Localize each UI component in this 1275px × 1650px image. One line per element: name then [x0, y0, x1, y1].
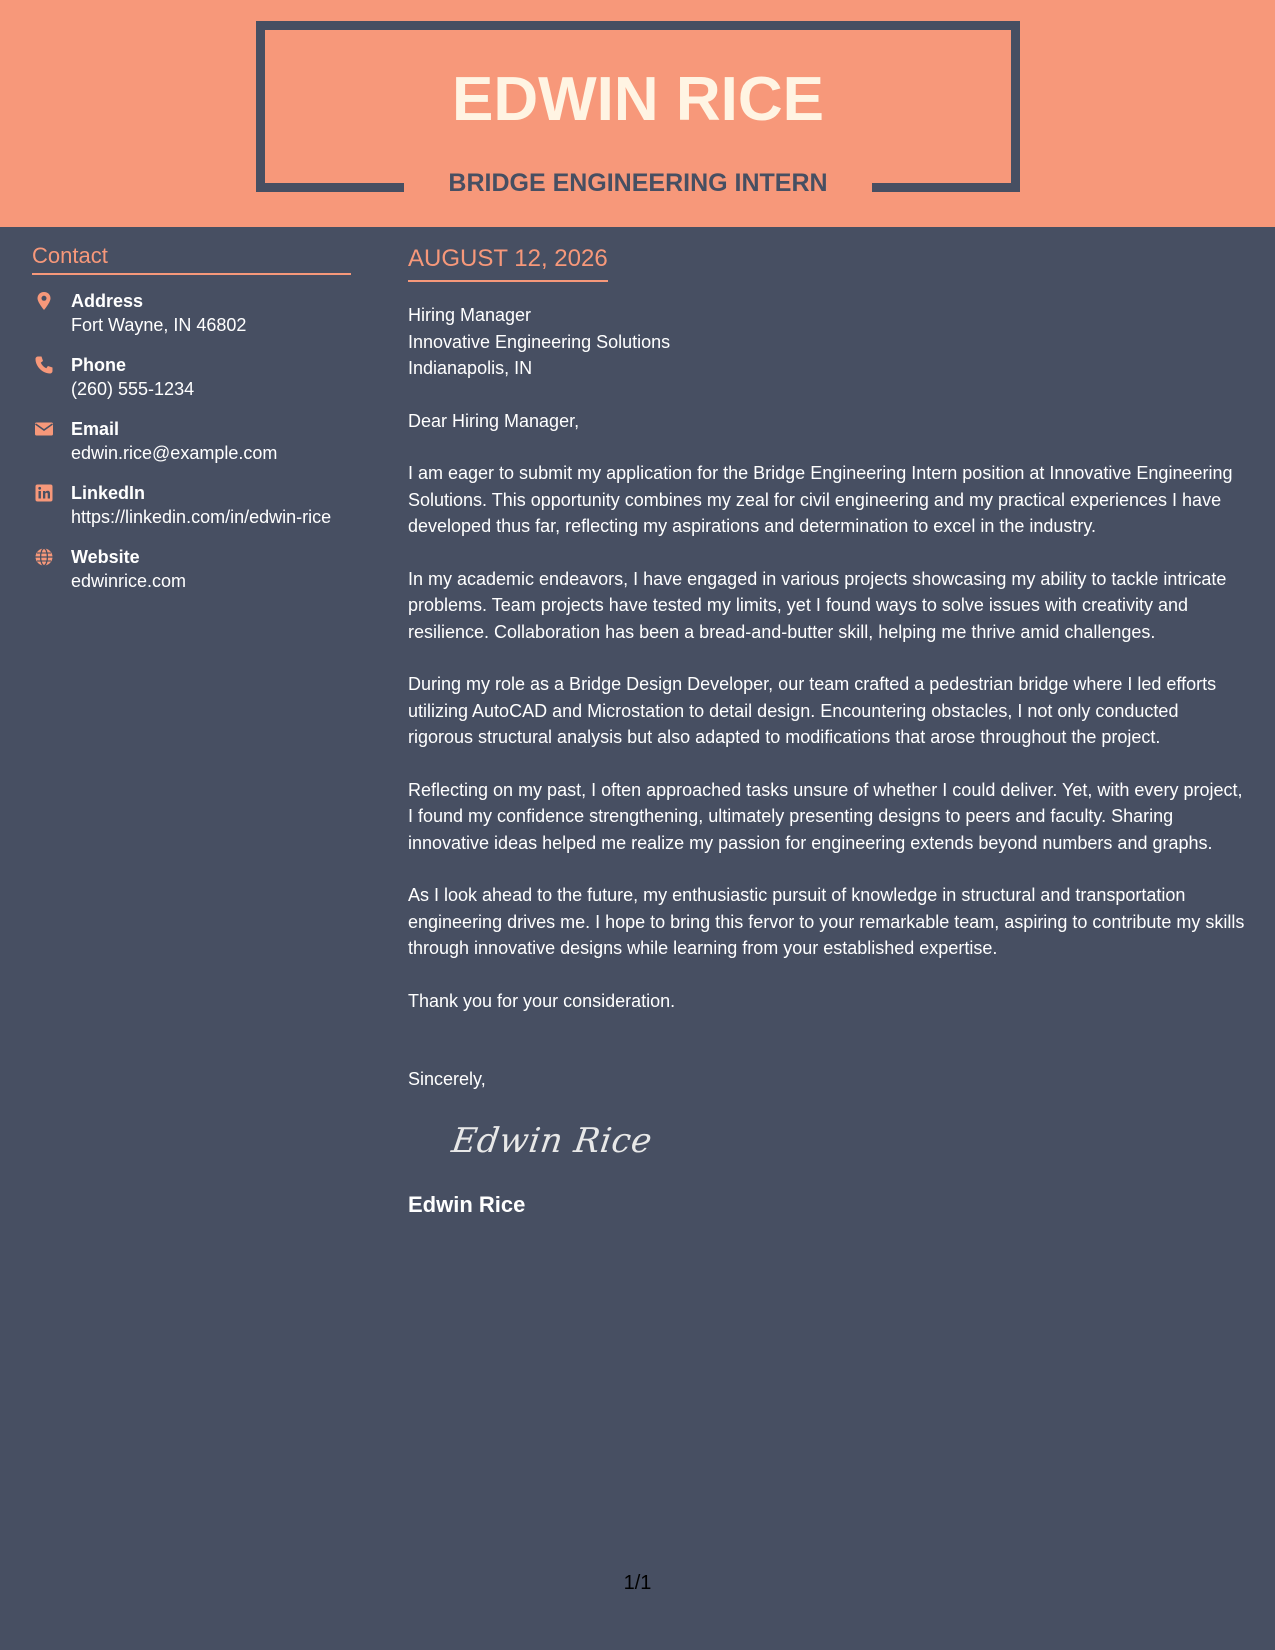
address-label: Address	[71, 291, 144, 311]
letter-body	[408, 244, 1248, 1219]
header-frame-bottom-right	[872, 183, 1020, 192]
recipient-line: Indianapolis, IN	[408, 358, 533, 378]
email-value: edwin.rice@example.com	[71, 443, 278, 463]
phone-value: (260) 555-1234	[71, 379, 195, 399]
recipient-block	[408, 302, 1248, 382]
header-band	[0, 0, 1275, 227]
header-frame-bottom-left	[256, 183, 404, 192]
linkedin-label: LinkedIn	[71, 483, 146, 503]
contact-item-website	[32, 545, 351, 593]
closing: Sincerely,	[408, 1069, 486, 1089]
linkedin-icon	[34, 483, 54, 503]
contact-sidebar	[32, 243, 351, 609]
applicant-name: EDWIN RICE	[452, 65, 824, 134]
paragraph: Thank you for your consideration.	[408, 990, 676, 1011]
paragraph: I am eager to submit my application for the Bridge Engineering Intern position at Innovative Engineering Solutions. This opportunity combines my zeal for civil engineering and my practical experiences I have developed thus far, reflecting my aspirations and determination to excel in the industry.	[408, 463, 1233, 536]
website-label: Website	[71, 547, 140, 567]
address-value: Fort Wayne, IN 46802	[71, 315, 247, 335]
paragraph: As I look ahead to the future, my enthusiastic pursuit of knowledge in structural and transportation engineering drives me. I hope to bring this fervor to your remarkable team, aspiring to contribute my skills through innovative designs while learning from your established expertise.	[408, 885, 1245, 958]
signer-name: Edwin Rice	[408, 1191, 526, 1217]
letter-date: AUGUST 12, 2026	[408, 244, 608, 282]
contact-heading: Contact	[32, 243, 351, 275]
paragraph: During my role as a Bridge Design Developer, our team crafted a pedestrian bridge where I led efforts utilizing AutoCAD and Microstation to detail design. Encountering obstacles, I not only conducted rigorous structural analysis but also adapted to modifications that arose throughout the project.	[408, 674, 1217, 747]
page-indicator: 1/1	[623, 1572, 652, 1594]
phone-icon	[34, 355, 54, 375]
website-value: edwinrice.com	[71, 571, 187, 591]
envelope-icon	[34, 419, 54, 439]
contact-item-email	[32, 417, 351, 465]
contact-item-phone	[32, 353, 351, 401]
recipient-line: Hiring Manager	[408, 305, 532, 325]
contact-item-linkedin	[32, 481, 351, 529]
map-pin-icon	[34, 291, 54, 311]
paragraph: In my academic endeavors, I have engaged in various projects showcasing my ability to tackle intricate problems. Team projects have tested my limits, yet I found ways to solve issues with creativity and resilience. Collaboration has been a bread-and-butter skill, helping me thrive amid challenges.	[408, 568, 1227, 642]
phone-label: Phone	[71, 355, 127, 375]
paragraph: Reflecting on my past, I often approached tasks unsure of whether I could deliver. Yet, with every project, I found my confidence strengthening, ultimately presenting designs to peers and faculty. Sharing innovative ideas helped me realize my passion for engineering extends beyond numbers and graphs.	[408, 779, 1243, 853]
contact-item-address	[32, 289, 351, 337]
email-label: Email	[71, 419, 120, 439]
globe-icon	[34, 547, 54, 567]
handwritten-signature: Edwin Rice	[449, 1120, 655, 1161]
header-frame-top	[256, 21, 1020, 30]
linkedin-value: https://linkedin.com/in/edwin-rice	[71, 507, 332, 527]
recipient-line: Innovative Engineering Solutions	[408, 331, 671, 352]
salutation: Dear Hiring Manager,	[408, 410, 580, 431]
job-title: BRIDGE ENGINEERING INTERN	[448, 169, 828, 197]
